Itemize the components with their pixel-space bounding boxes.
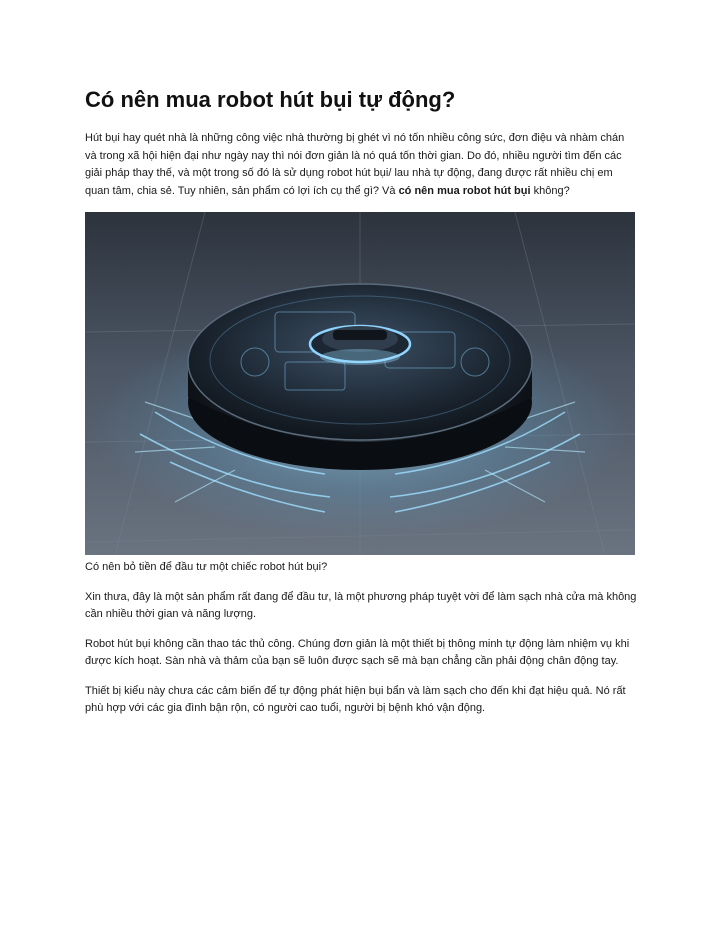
body-paragraph-1: Xin thưa, đây là một sản phẩm rất đang để đầu tư, là một phương pháp tuyệt vời để làm sạch nhà cửa mà không cần nhiều thời gian và năng lượng. bbox=[85, 590, 637, 620]
body-paragraph-2: Robot hút bụi không cần thao tác thủ công. Chúng đơn giản là một thiết bị thông minh tự động làm nhiệm vụ khi được kích hoạt. Sàn nhà và thảm của bạn sẽ luôn được sạch sẽ mà bạn chẳng cần phải động chân động tay. bbox=[85, 637, 630, 667]
robot-vacuum-photo bbox=[85, 212, 635, 555]
intro-bold-text: có nên mua robot hút bụi bbox=[398, 184, 531, 197]
robot-vacuum-illustration bbox=[85, 212, 635, 555]
intro-text: Hút bụi hay quét nhà là những công việc nhà thường bị ghét vì nó tốn nhiều công sức, đơn điệu và nhàm chán và trong xã hội hiện đại như ngày nay thì nói đơn giản là nó quá tốn thời gian. Do đó, nhiều người tìm đến các giải pháp thay thế, và một trong số đó là sử dụng robot hút bụi/ lau nhà tự động, đang được rất nhiều chị em quan tâm, chia sẻ. Tuy nhiên, sản phẩm có lợi ích cụ thể gì? Và bbox=[85, 132, 625, 197]
body-paragraph-3: Thiết bị kiểu này chưa các cảm biến để tự động phát hiện bụi bẩn và làm sạch cho đến khi đạt hiệu quả. Nó rất phù hợp với các gia đình bận rộn, có người cao tuổi, người bị bệnh khó vận động. bbox=[85, 684, 626, 714]
article-title: Có nên mua robot hút bụi tự động? bbox=[85, 87, 456, 112]
article bbox=[85, 86, 637, 718]
intro-paragraph bbox=[85, 130, 637, 200]
image-caption: Có nên bỏ tiền để đầu tư một chiếc robot hút bụi? bbox=[85, 561, 328, 573]
intro-end-text: không? bbox=[530, 184, 570, 197]
